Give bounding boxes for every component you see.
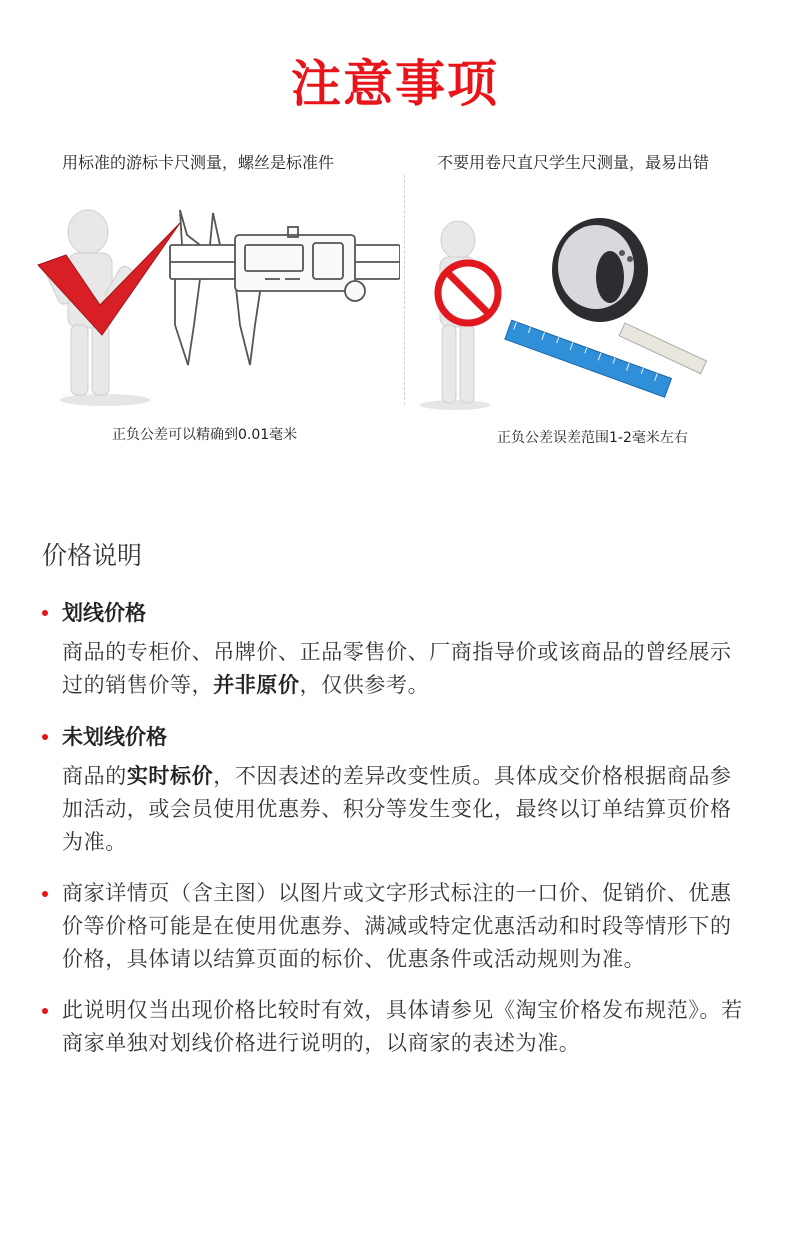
note-body: 商家详情页（含主图）以图片或文字形式标注的一口价、促销价、优惠价等价格可能是在使用优惠券、满减或特定优惠活动和时段等情形下的价格，具体请以结算页面的标价、优惠条件或活动规则为准。 xyxy=(62,881,732,971)
list-item xyxy=(42,877,752,976)
list-item xyxy=(42,720,752,859)
caliper xyxy=(170,210,400,365)
caliper-caption: 用标准的游标卡尺测量，螺丝是标准件 xyxy=(62,153,335,172)
bullet-icon xyxy=(42,1008,48,1014)
list-item xyxy=(42,596,752,702)
note-body: 此说明仅当出现价格比较时有效，具体请参见《淘宝价格发布规范》。若商家单独对划线价格进行说明的，以商家的表述为准。 xyxy=(62,998,743,1055)
ruler xyxy=(505,320,672,397)
page-title: 注意事项 xyxy=(291,54,499,113)
prohibited-icon xyxy=(438,263,498,323)
note-body: 商品的专柜价、吊牌价、正品零售价、厂商指导价或该商品的曾经展示过的销售价等，并非原价，仅供参考。 xyxy=(62,640,732,697)
tape-tolerance: 正负公差误差范围1-2毫米左右 xyxy=(497,430,688,446)
price-notes xyxy=(42,596,752,1078)
note-title: 未划线价格 xyxy=(62,725,167,749)
bullet-icon xyxy=(42,891,48,897)
note-title: 划线价格 xyxy=(62,601,146,625)
divider xyxy=(404,175,405,405)
caliper-illustration xyxy=(30,205,400,410)
bullet-icon xyxy=(42,610,48,616)
price-section-heading: 价格说明 xyxy=(42,541,143,570)
list-item xyxy=(42,994,752,1060)
caliper-tolerance: 正负公差可以精确到0.01毫米 xyxy=(112,427,298,443)
tape-illustration xyxy=(410,215,740,415)
bullet-icon xyxy=(42,734,48,740)
note-body: 商品的实时标价，不因表述的差异改变性质。具体成交价格根据商品参加活动，或会员使用优惠券、积分等发生变化，最终以订单结算页价格为准。 xyxy=(62,764,732,854)
tape-caption: 不要用卷尺直尺学生尺测量，最易出错 xyxy=(437,153,710,172)
